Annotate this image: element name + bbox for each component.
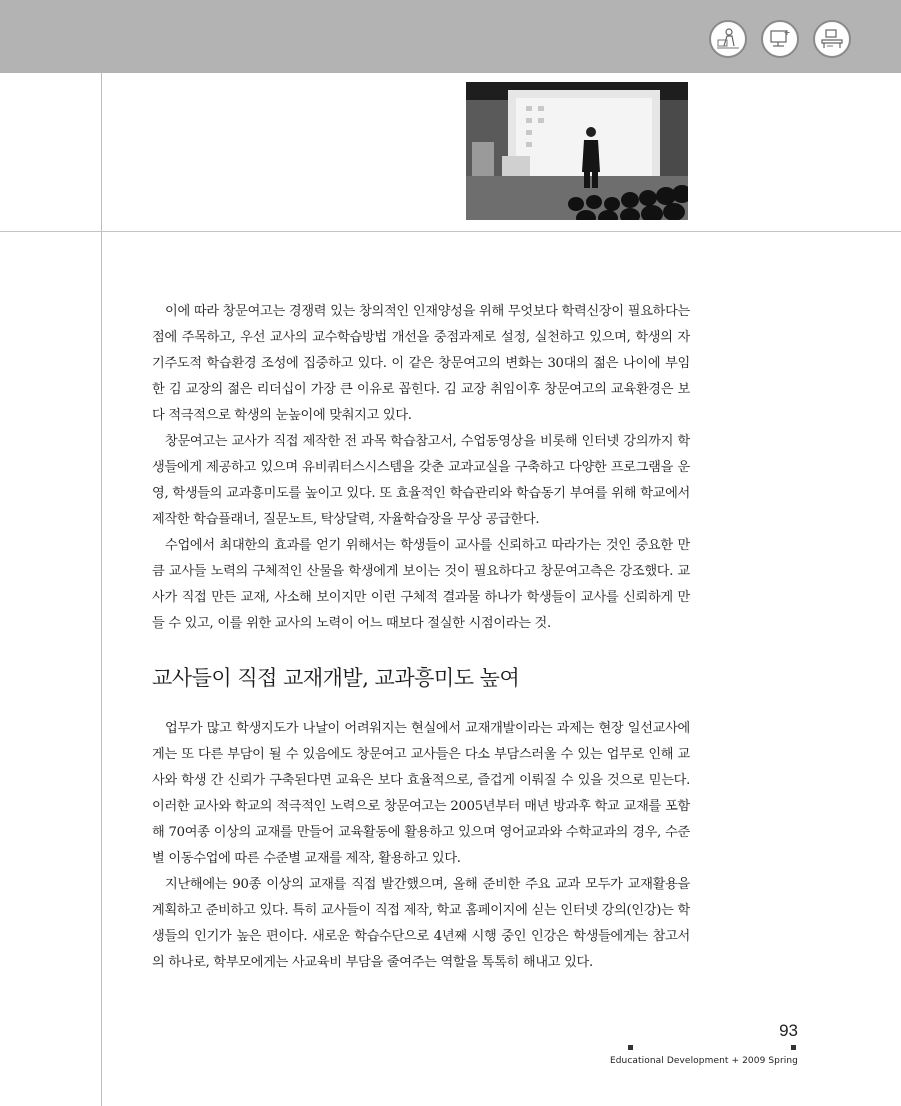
study-desk-icon: [813, 20, 851, 58]
footer-square-marker: [791, 1045, 796, 1050]
paragraph: 창문여고는 교사가 직접 제작한 전 과목 학습참고서, 수업동영상을 비롯해 인터넷 강의까지 학생들에게 제공하고 있으며 유비쿼터스시스템을 갖춘 교과교실을 구축하고 다양한 프로그램을 운영, 학생들의 교과흥미도를 높이고 있다. 또 효율적인 학습관리와 학습동기 부여를 위해 학교에서 제작한 학습플래너, 질문노트, 탁상달력, 자율학습장을 무상 공급한다.: [152, 434, 690, 527]
publication-footer: Educational Development + 2009 Spring: [609, 1056, 798, 1066]
section-heading: 교사들이 직접 교재개발, 교과흥미도 높여: [152, 666, 520, 690]
left-margin-rule: [101, 73, 102, 1106]
lecture-hall-photo: [466, 82, 688, 220]
paragraph: 수업에서 최대한의 효과를 얻기 위해서는 학생들이 교사를 신뢰하고 따라가는 것인 중요한 만큼 교사들 노력의 구체적인 산물을 학생에게 보이는 것이 필요하다고 창문여고측은 강조했다. 교사가 직접 만든 교재, 사소해 보이지만 이런 구체적 결과물 하나가 학생들이 교사를 신뢰하게 만들 수 있고, 이를 위한 교사의 노력이 어느 때보다 절실한 시점이라는 것.: [152, 538, 690, 631]
page-number: 93: [779, 1021, 798, 1040]
article-body-top: [152, 299, 690, 637]
footer-square-marker: [628, 1045, 633, 1050]
header-band: [0, 0, 901, 73]
paragraph: 업무가 많고 학생지도가 나날이 어려워지는 현실에서 교재개발이라는 과제는 현장 일선교사에게는 또 다른 부담이 될 수 있음에도 창문여고 교사들은 다소 부담스러울 수 있는 업무로 인해 교사와 학생 간 신뢰가 구축된다면 교육은 보다 효율적으로, 즐겁게 이뤄질 수 있을 것으로 믿는다. 이러한 교사와 학교의 적극적인 노력으로 창문여고는 2005년부터 매년 방과후 학교 교재를 포함해 70여종 이상의 교재를 만들어 교육활동에 활용하고 있으며 영어교과와 수학교과의 경우, 수준별 이동수업에 따른 수준별 교재를 제작, 활용하고 있다.: [152, 721, 690, 866]
computer-monitor-icon: [761, 20, 799, 58]
paragraph: 지난해에는 90종 이상의 교재를 직접 발간했으며, 올해 준비한 주요 교과 모두가 교재활용을 계획하고 준비하고 있다. 특히 교사들이 직접 제작, 학교 홈페이지에 싣는 인터넷 강의(인강)는 학생들의 인기가 높은 편이다. 새로운 학습수단으로 4년째 시행 중인 인강은 학생들에게는 참고서의 하나로, 학부모에게는 사교육비 부담을 줄여주는 역할을 톡톡히 해내고 있다.: [152, 877, 690, 970]
teacher-desk-icon: [709, 20, 747, 58]
paragraph: 이에 따라 창문여고는 경쟁력 있는 창의적인 인재양성을 위해 무엇보다 학력신장이 필요하다는 점에 주목하고, 우선 교사의 교수학습방법 개선을 중점과제로 설정, 실천하고 있으며, 학생의 자기주도적 학습환경 조성에 집중하고 있다. 이 같은 창문여고의 변화는 30대의 젊은 나이에 부임한 김 교장의 젊은 리더십이 가장 큰 이유로 꼽힌다. 김 교장 취임이후 창문여고의 교육환경은 보다 적극적으로 학생의 눈높이에 맞춰지고 있다.: [152, 304, 690, 423]
horizontal-rule: [0, 231, 901, 232]
article-body-bottom: [152, 716, 690, 976]
